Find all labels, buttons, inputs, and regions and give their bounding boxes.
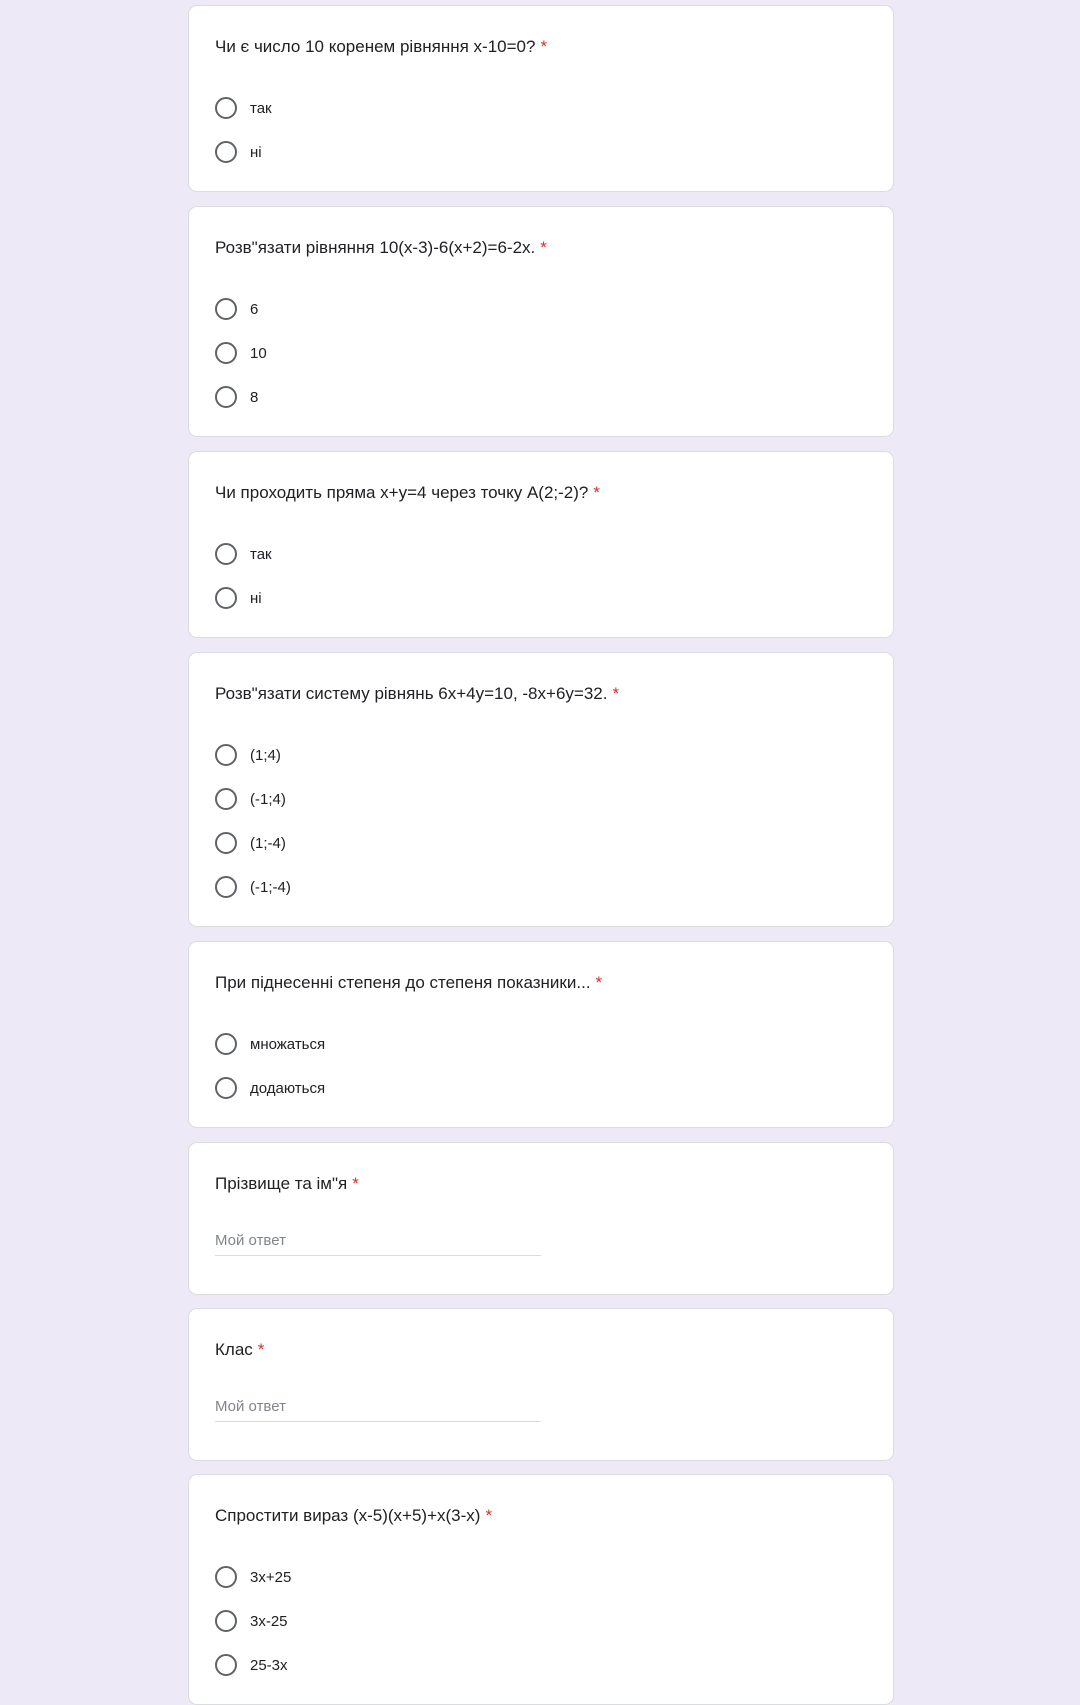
class-answer-input[interactable] [215,1398,541,1422]
option-label: 25-3x [250,1656,288,1674]
radio-option[interactable] [215,287,267,331]
required-asterisk: * [612,684,620,703]
radio-group [215,532,272,620]
radio-unchecked-icon[interactable] [215,1077,237,1099]
option-label: 6 [250,300,259,318]
question-title: Чи є число 10 коренем рівняння x-10=0? * [215,37,548,56]
radio-option[interactable] [215,1022,325,1066]
radio-unchecked-icon[interactable] [215,1610,237,1632]
question-card-class [188,1308,894,1461]
radio-unchecked-icon[interactable] [215,97,237,119]
radio-option[interactable] [215,865,291,909]
radio-unchecked-icon[interactable] [215,1566,237,1588]
radio-unchecked-icon[interactable] [215,141,237,163]
required-asterisk: * [352,1174,359,1193]
question-card-2 [188,206,894,437]
question-card-1 [188,5,894,192]
required-asterisk: * [593,483,601,502]
radio-option[interactable] [215,1643,291,1687]
radio-option[interactable] [215,576,272,620]
radio-unchecked-icon[interactable] [215,298,237,320]
radio-group [215,1022,325,1110]
option-label: так [250,545,272,563]
radio-unchecked-icon[interactable] [215,342,237,364]
question-title: Розв"язати рівняння 10(x-3)-6(x+2)=6-2x. * [215,238,547,257]
radio-unchecked-icon[interactable] [215,1033,237,1055]
question-title: Чи проходить пряма x+y=4 через точку A(2;-2)? * [215,483,601,502]
option-label: ні [250,143,262,161]
option-label: 8 [250,388,259,406]
radio-unchecked-icon[interactable] [215,788,237,810]
question-card-name [188,1142,894,1295]
question-card-3 [188,451,894,638]
radio-unchecked-icon[interactable] [215,587,237,609]
radio-option[interactable] [215,777,291,821]
radio-option[interactable] [215,375,267,419]
radio-option[interactable] [215,1555,291,1599]
required-asterisk: * [540,37,548,56]
option-label: (-1;-4) [250,878,291,896]
option-label: додаються [250,1079,326,1097]
required-asterisk: * [485,1506,493,1525]
radio-group [215,1555,291,1687]
radio-option[interactable] [215,130,272,174]
option-label: 10 [250,344,267,362]
question-title: Клас * [215,1340,265,1359]
radio-unchecked-icon[interactable] [215,543,237,565]
radio-option[interactable] [215,331,267,375]
required-asterisk: * [540,238,547,257]
radio-unchecked-icon[interactable] [215,386,237,408]
radio-option[interactable] [215,1599,291,1643]
option-label: (1;-4) [250,834,286,852]
option-label: множаться [250,1035,326,1053]
question-title: При піднесенні степеня до степеня показники... * [215,973,603,992]
question-card-8 [188,1474,894,1705]
required-asterisk: * [595,973,603,992]
radio-option[interactable] [215,821,291,865]
radio-option[interactable] [215,733,291,777]
radio-unchecked-icon[interactable] [215,1654,237,1676]
question-title: Прізвище та ім"я * [215,1174,359,1193]
question-title: Розв"язати систему рівнянь 6x+4y=10, -8x+6y=32. * [215,684,620,703]
radio-option[interactable] [215,86,272,130]
radio-unchecked-icon[interactable] [215,832,237,854]
option-label: ні [250,589,262,607]
option-label: так [250,99,272,117]
name-answer-input[interactable] [215,1232,541,1256]
required-asterisk: * [257,1340,265,1359]
option-label: 3x+25 [250,1568,292,1586]
radio-option[interactable] [215,532,272,576]
option-label: (1;4) [250,746,281,764]
question-card-5 [188,941,894,1128]
option-label: (-1;4) [250,790,286,808]
radio-unchecked-icon[interactable] [215,744,237,766]
radio-group [215,287,267,419]
radio-group [215,733,291,909]
radio-group [215,86,272,174]
option-label: 3x-25 [250,1612,288,1630]
question-card-4 [188,652,894,927]
radio-option[interactable] [215,1066,325,1110]
radio-unchecked-icon[interactable] [215,876,237,898]
question-title: Спростити вираз (x-5)(x+5)+x(3-x) * [215,1506,493,1525]
